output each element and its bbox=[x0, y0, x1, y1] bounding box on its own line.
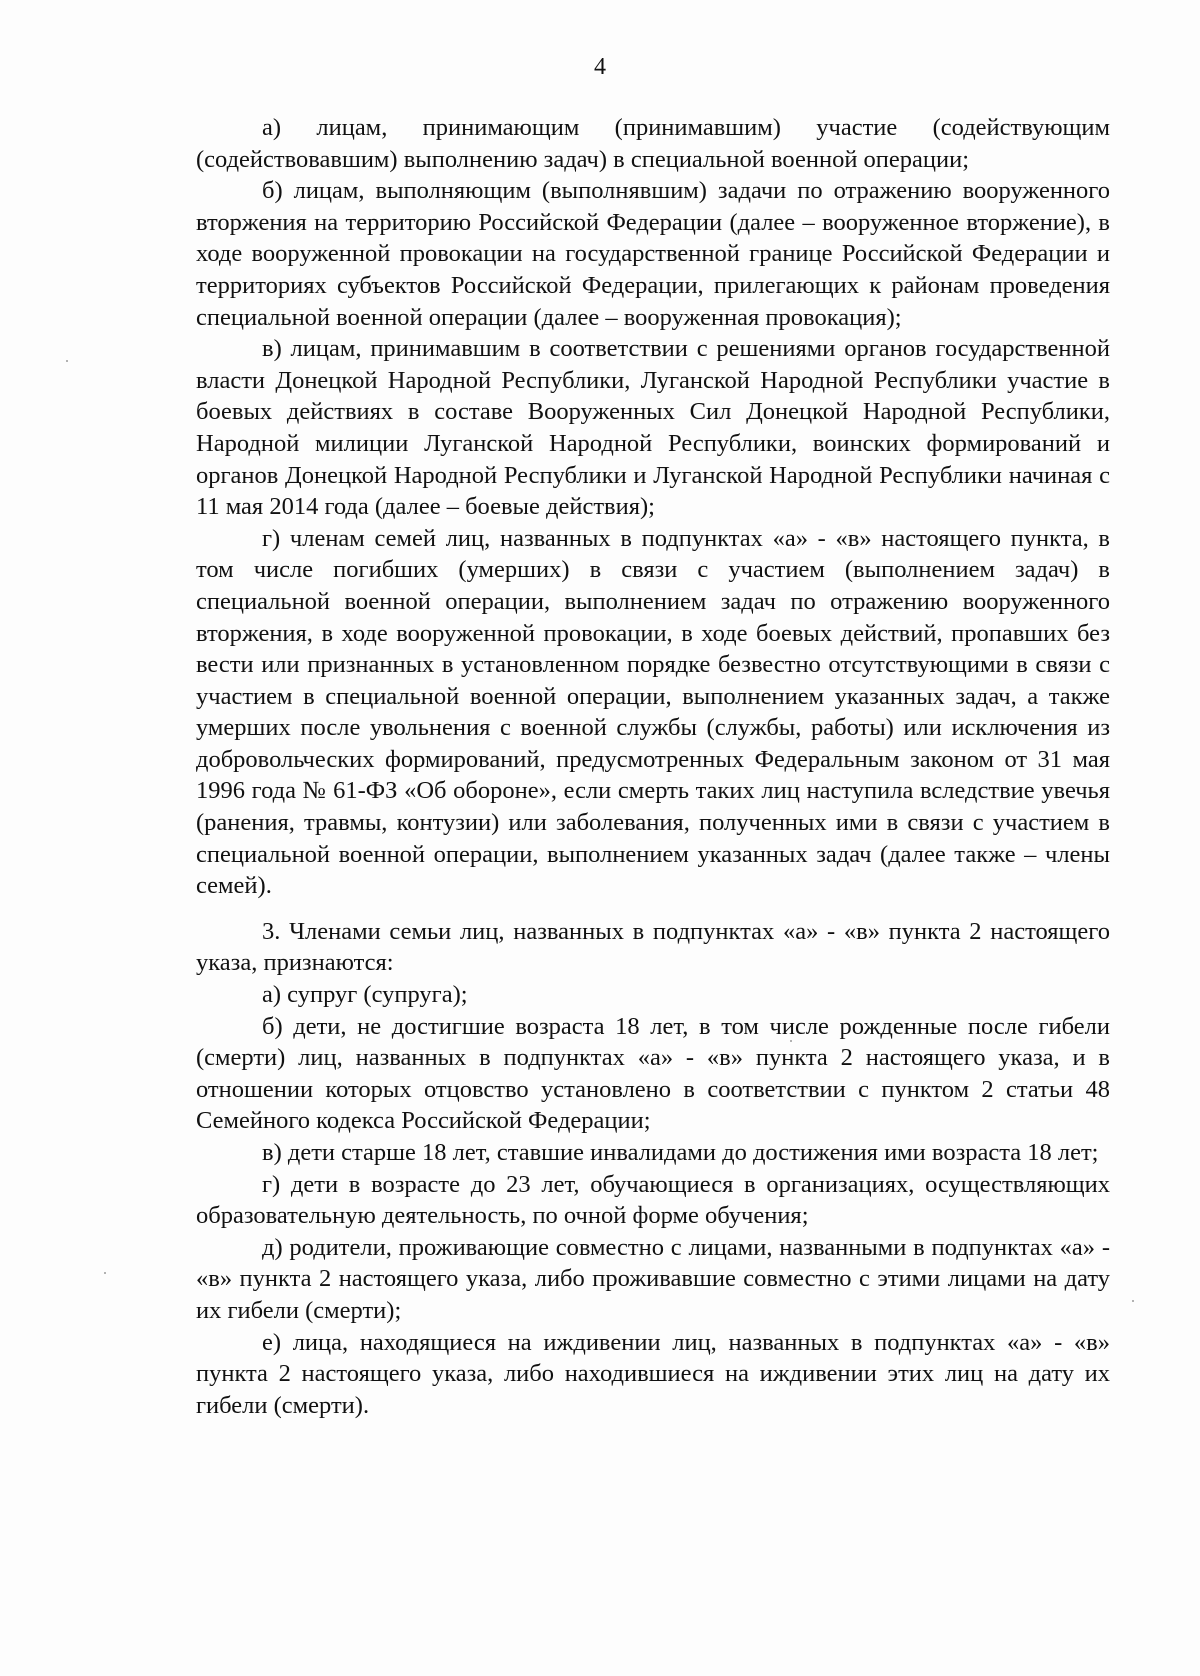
paragraph-3g: г) дети в возрасте до 23 лет, обучающиеся в организациях, осуществляющих образовательную деятельность, по очной форме обучения; bbox=[196, 1170, 1110, 1230]
scan-speck bbox=[790, 1040, 792, 1042]
paragraph-3a: а) супруг (супруга); bbox=[262, 981, 468, 1009]
paragraph-2a: а) лицам, принимающим (принимавшим) участие (содействующим (содействовавшим) выполнению задач) в специальной военной операции; bbox=[196, 114, 1110, 173]
paragraph-3b: б) дети, не достигшие возраста 18 лет, в том числе рожденные после гибели (смерти) лиц, названных в подпунктах «а» - «в» пункта 2 настоящего указа, и в отношении которых отцовство установлено в соответствии с пунктом 2 статьи 48 Семейного кодекса Российской Федерации; bbox=[196, 1012, 1110, 1135]
paragraph-2v: в) лицам, принимавшим в соответствии с решениями органов государственной власти Донецкой Народной Республики, Луганской Народной Республики участие в боевых действиях в составе Вооруженных Сил Донецкой Народной Республики, Народной милиции Луганской Народной Республики, воинских формирований и органов Донецкой Народной Республики и Луганской Народной Республики начиная с 11 мая 2014 года (далее – боевые действия); bbox=[196, 335, 1110, 521]
scan-speck bbox=[1132, 1300, 1134, 1302]
scan-speck bbox=[104, 1272, 106, 1274]
paragraph-2g: г) членам семей лиц, названных в подпунктах «а» - «в» настоящего пункта, в том числе погибших (умерших) в связи с участием (выполнением задач) в специальной военной операции, выполнением задач по отражению вооруженного вторжения, в ходе вооруженной провокации, в ходе боевых действий, пропавших без вести или признанных в установленном порядке безвестно отсутствующими в связи с участием в специальной военной операции, выполнением указанных задач, а также умерших после увольнения с военной службы (службы, работы) или исключения из добровольческих формирований, предусмотренных Федеральным законом от 31 мая 1996 года № 61-ФЗ «Об обороне», если смерть таких лиц наступила вследствие увечья (ранения, травмы, контузии) или заболевания, полученных ими в связи с участием в специальной военной операции, выполнением указанных задач (далее также – члены семей). bbox=[196, 524, 1110, 900]
paragraph-3e: е) лица, находящиеся на иждивении лиц, названных в подпунктах «а» - «в» пункта 2 настоящего указа, либо находившиеся на иждивении этих лиц на дату их гибели (смерти). bbox=[196, 1328, 1110, 1419]
paragraph-3d: д) родители, проживающие совместно с лицами, названными в подпунктах «а» - «в» пункта 2 настоящего указа, либо проживавшие совместно с этими лицами на дату их гибели (смерти); bbox=[196, 1233, 1110, 1324]
page-number: 4 bbox=[594, 54, 606, 80]
document-body bbox=[196, 112, 1110, 1421]
paragraph-3: 3. Членами семьи лиц, названных в подпунктах «а» - «в» пункта 2 настоящего указа, признаются: bbox=[196, 917, 1110, 977]
paragraph-3v: в) дети старше 18 лет, ставшие инвалидами до достижения ими возраста 18 лет; bbox=[262, 1139, 1099, 1166]
paragraph-2b: б) лицам, выполняющим (выполнявшим) задачи по отражению вооруженного вторжения на территорию Российской Федерации (далее – вооруженное вторжение), в ходе вооруженной провокации на государственной границе Российской Федерации и территориях субъектов Российской Федерации, прилегающих к районам проведения специальной военной операции (далее – вооруженная провокация); bbox=[196, 177, 1110, 331]
scan-speck bbox=[66, 360, 68, 362]
